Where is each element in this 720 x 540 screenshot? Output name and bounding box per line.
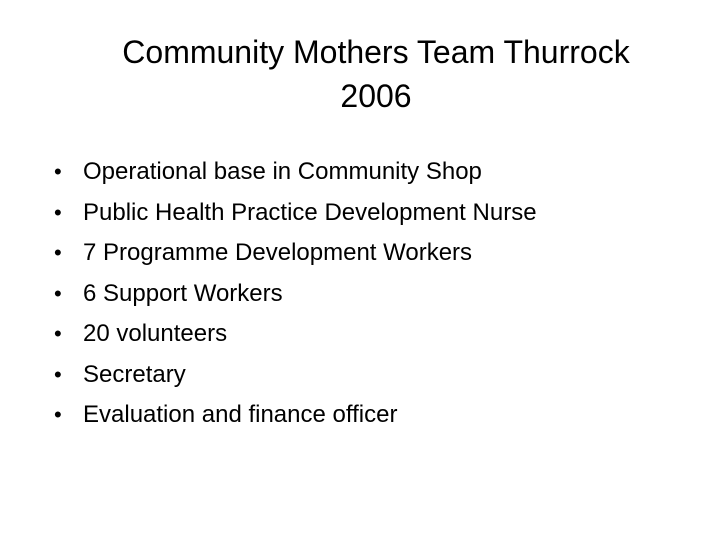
bullet-text: Secretary	[83, 360, 186, 388]
bullet-dot-icon: •	[54, 280, 62, 306]
slide-title-line-1: Community Mothers Team Thurrock	[122, 34, 630, 70]
bullet-text: Evaluation and finance officer	[83, 401, 398, 428]
bullet-text: 20 volunteers	[83, 320, 228, 347]
bullet-list	[50, 152, 700, 436]
bullet-dot-icon: •	[54, 240, 62, 265]
bullet-item	[50, 152, 700, 193]
bullet-dot-icon: •	[54, 321, 62, 346]
bullet-dot-icon: •	[54, 361, 62, 387]
bullet-dot-icon: •	[54, 159, 62, 184]
bullet-text: 7 Programme Development Workers	[83, 239, 473, 266]
bullet-item	[50, 193, 700, 234]
bullet-item	[50, 274, 700, 315]
bullet-text: Public Health Practice Development Nurse	[83, 198, 537, 226]
bullet-text: 6 Support Workers	[83, 279, 283, 307]
bullet-dot-icon: •	[54, 199, 62, 225]
bullet-dot-icon: •	[54, 402, 62, 427]
bullet-item	[50, 314, 700, 355]
slide-title	[36, 30, 716, 118]
bullet-text: Operational base in Community Shop	[83, 158, 482, 185]
bullet-item	[50, 355, 700, 396]
slide-title-line-2: 2006	[340, 78, 412, 114]
bullet-item	[50, 233, 700, 274]
bullet-item	[50, 395, 700, 436]
